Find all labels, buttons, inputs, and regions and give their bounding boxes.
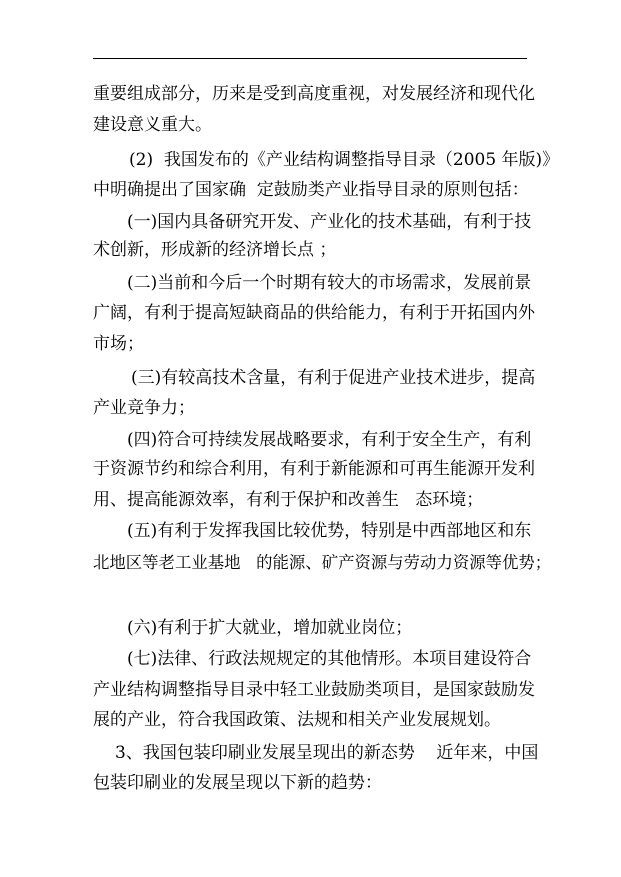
text-line-14: 用、提高能源效率，有利于保护和改善生 态环境； (93, 490, 484, 510)
text-line-15: (五)有利于发挥我国比较优势，特别是中西部地区和东 (127, 521, 532, 541)
text-line-12: (四)符合可持续发展战略要求，有利于安全生产，有利 (127, 430, 532, 450)
text-line-8: 广阔，有利于提高短缺商品的供给能力，有利于开拓国内外 (93, 303, 535, 323)
text-line-17: (六)有利于扩大就业，增加就业岗位； (127, 618, 413, 638)
text-line-11: 产业竞争力； (93, 398, 195, 418)
text-line-2: 建设意义重大。 (93, 115, 212, 135)
text-line-10: (三)有较高技术含量，有利于促进产业技术进步，提高 (131, 368, 536, 388)
text-line-22: 包装印刷业的发展呈现以下新的趋势： (93, 773, 382, 793)
text-line-6: 术创新，形成新的经济增长点 ； (93, 240, 337, 260)
text-line-9: 市场； (93, 334, 144, 354)
text-line-13: 于资源节约和综合利用，有利于新能源和可再生能源开发利 (93, 459, 535, 479)
text-line-19: 产业结构调整指导目录中轻工业鼓励类项目，是国家鼓励发 (93, 680, 535, 700)
text-line-21: 3、我国包装印刷业发展呈现出的新态势 近年来，中国 (115, 743, 539, 763)
text-line-4: 中明确提出了国家确 定鼓励类产业指导目录的原则包括： (93, 180, 529, 200)
text-line-18: (七)法律、行政法规规定的其他情形。本项目建设符合 (127, 649, 532, 669)
text-line-3: (2) 我国发布的《产业结构调整指导目录（2005 年版)》 (129, 150, 560, 170)
header-rule (93, 58, 527, 59)
text-line-5: (一)国内具备研究开发、产业化的技术基础，有利于技 (127, 212, 532, 232)
text-line-1: 重要组成部分，历来是受到高度重视，对发展经济和现代化 (93, 84, 535, 104)
text-line-7: (二)当前和今后一个时期有较大的市场需求，发展前景 (127, 273, 532, 293)
text-line-20: 展的产业，符合我国政策、法规和相关产业发展规划。 (93, 710, 501, 730)
text-line-16: 北地区等老工业基地 的能源、矿产资源与劳动力资源等优势； (93, 553, 552, 572)
